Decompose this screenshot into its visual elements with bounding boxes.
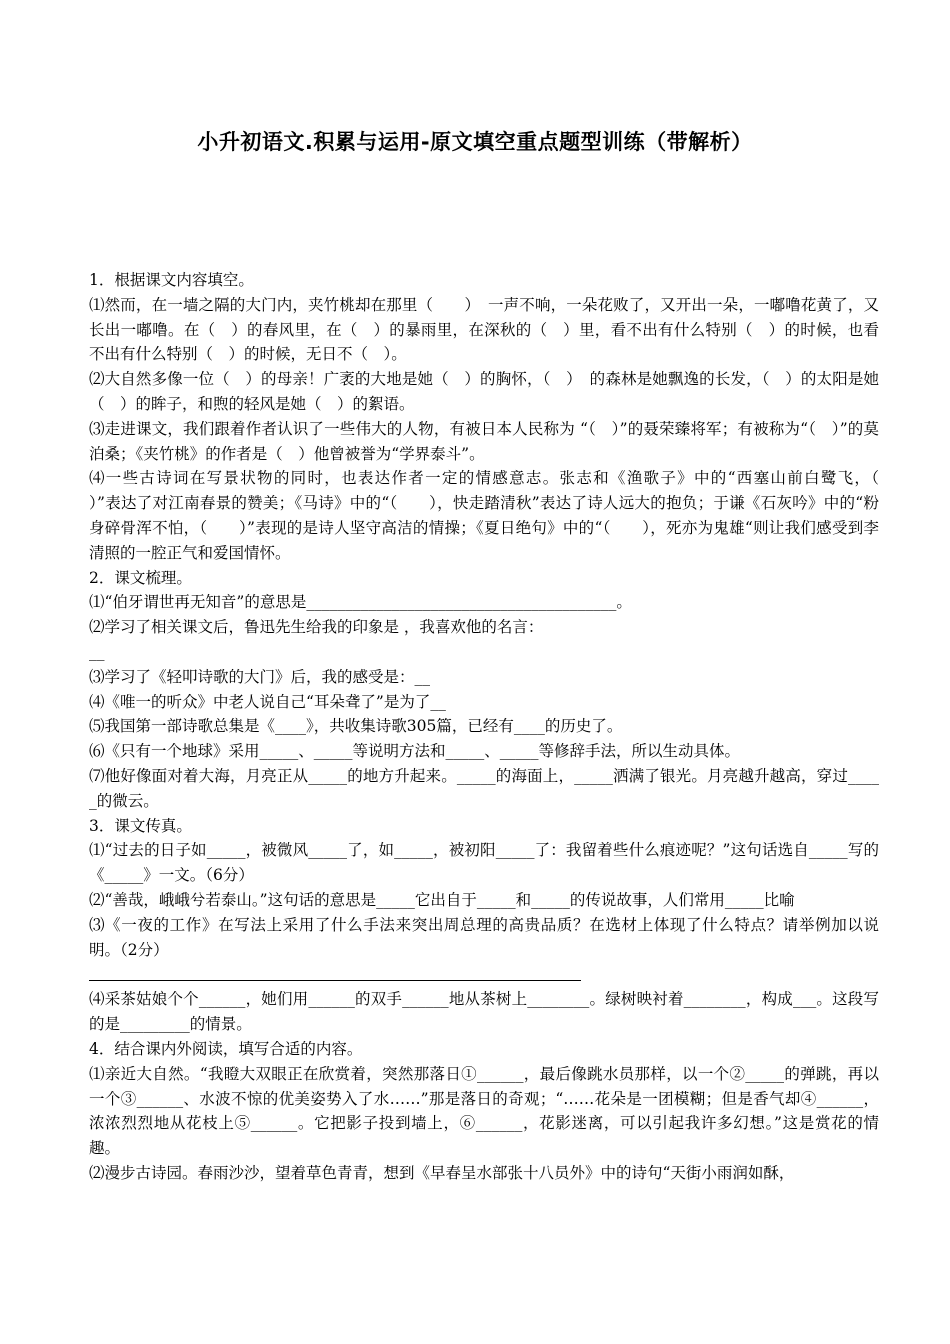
section-heading-2: 2．课文梳理。 <box>89 568 192 587</box>
question-2-2: ⑵学习了相关课文后，鲁迅先生给我的印象是 ，我喜欢他的名言： <box>89 618 544 637</box>
section-heading-4: 4．结合课内外阅读，填写合适的内容。 <box>89 1039 363 1058</box>
document-body <box>89 268 911 1186</box>
question-3-1: ⑴“过去的日子如_____，被微风_____了，如_____，被初阳_____了：我留着些什么痕迹呢？”这句话选自_____写的《_____》一文。（6分） <box>89 841 879 885</box>
page-title: 小升初语文.积累与运用-原文填空重点题型训练（带解析） <box>197 130 753 154</box>
answer-rule <box>89 962 581 981</box>
question-1-4: ⑷一些古诗词在写景状物的同时，也表达作者一定的情感意志。张志和《渔歌子》中的“西塞山前白鹭飞，（ ）”表达了对江南春景的赞美；《马诗》中的“（ ），快走踏清秋”表达了诗人远大的抱负；于谦《石灰吟》中的“粉身碎骨浑不怕，（ ）”表现的是诗人坚守高洁的情操；《夏日绝句》中的“（ ），死亦为鬼雄“则让我们感受到李清照的一腔正气和爱国情怀。 <box>89 469 911 562</box>
question-2-1: ⑴“伯牙谓世再无知音”的意思是________________________________________。 <box>89 593 632 612</box>
section-heading-1: 1．根据课文内容填空。 <box>89 271 254 289</box>
question-2-5: ⑸我国第一部诗歌总集是《____》，共收集诗歌305篇，已经有____的历史了。 <box>89 717 623 736</box>
question-4-2: ⑵漫步古诗园。春雨沙沙，望着草色青青，想到《早春呈水部张十八员外》中的诗句“天街小雨润如酥， <box>89 1163 795 1182</box>
question-3-2: ⑵“善哉，峨峨兮若泰山。”这句话的意思是_____它出自于_____和_____的传说故事，人们常用_____比喻 <box>89 890 795 909</box>
question-2-4: ⑷《唯一的听众》中老人说自己“耳朵聋了”是为了__ <box>89 692 446 711</box>
question-1-1: ⑴然而，在一墙之隔的大门内，夹竹桃却在那里（ ） 一声不响，一朵花败了，又开出一朵，一嘟噜花黄了，又长出一嘟噜。在（ ）的春风里，在（ ）的暴雨里，在深秋的（ ）里，看不出有什么特别（ ）的时候，也看不出有什么特别（ ）的时候，无日不（ ）。 <box>89 295 879 364</box>
question-1-2: ⑵大自然多像一位（ ）的母亲！广袤的大地是她（ ）的胸怀，（ ） 的森林是她飘逸的长发，（ ）的太阳是她（ ）的眸子，和煦的轻风是她（ ）的絮语。 <box>89 370 879 413</box>
question-3-3: ⑶《一夜的工作》在写法上采用了什么手法来突出周总理的高贵品质？在选材上体现了什么特点？请举例加以说明。（2分） <box>89 915 879 959</box>
answer-blank: __ <box>89 642 105 661</box>
question-4-1: ⑴亲近大自然。“我瞪大双眼正在欣赏着，突然那落日①______，最后像跳水员那样，以一个②_____的弹跳，再以一个③______、水波不惊的优美姿势入了水……”那是落日的奇观；“……花朵是一团模糊；但是香气却④______，浓浓烈烈地从花枝上⑤______。它把影子投到墙上，⑥______，花影迷离，可以引起我许多幻想。”这是赏花的情趣。 <box>89 1064 879 1158</box>
section-heading-3: 3．课文传真。 <box>89 816 192 835</box>
question-2-3: ⑶学习了《轻叩诗歌的大门》后，我的感受是：__ <box>89 667 431 686</box>
question-2-6: ⑹《只有一个地球》采用_____、_____等说明方法和_____、_____等修辞手法，所以生动具体。 <box>89 742 741 761</box>
question-1-3: ⑶走进课文，我们跟着作者认识了一些伟大的人物，有被日本人民称为 “（ ）”的聂荣臻将军；有被称为“（ ）”的莫泊桑；《夹竹桃》的作者是（ ）他曾被誉为“学界泰斗”。 <box>89 419 879 463</box>
question-2-7: ⑺他好像面对着大海，月亮正从_____的地方升起来。_____的海面上，_____洒满了银光。月亮越升越高，穿过_____的微云。 <box>89 766 879 810</box>
question-3-4: ⑷采茶姑娘个个______，她们用______的双手______地从茶树上________。绿树映衬着________，构成___。这段写的是_________的情景。 <box>89 990 879 1034</box>
